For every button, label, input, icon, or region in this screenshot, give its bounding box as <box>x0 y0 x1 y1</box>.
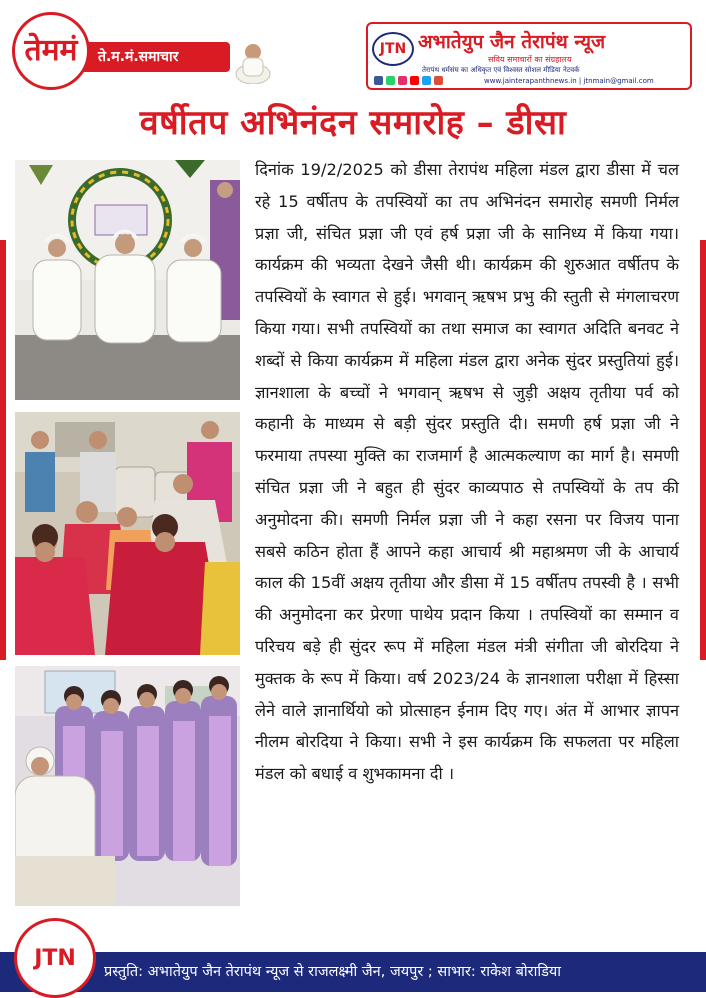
tmm-logo <box>12 12 90 90</box>
twitter-icon[interactable] <box>422 76 431 85</box>
social-icons <box>374 76 443 85</box>
event-photo-stage <box>15 160 240 400</box>
event-photo-group <box>15 666 240 906</box>
google-plus-icon[interactable] <box>434 76 443 85</box>
brand-contact[interactable]: www.jainterapanthnews.in | jtnmain@gmail.com <box>484 77 654 85</box>
youtube-icon[interactable] <box>410 76 419 85</box>
section-label: ते.म.मं.समाचार <box>98 49 179 65</box>
footer-jtn-logo <box>14 918 96 998</box>
whatsapp-icon[interactable] <box>386 76 395 85</box>
brand-title: अभातेयुप जैन तेरापंथ न्यूज <box>418 31 606 53</box>
left-accent-bar <box>0 240 6 660</box>
brand-description: तेरापंथ धर्मसंघ का अधिकृत एवं विश्वस्त सोशल मीडिया नेटवर्क <box>422 66 580 74</box>
brand-tagline: सविय समाचारों का संग्रहालय <box>488 55 572 64</box>
jtn-brand-box <box>366 22 692 90</box>
article-body: दिनांक 19/2/2025 को डीसा तेरापंथ महिला मंडल द्वारा डीसा में चल रहे 15 वर्षीतप के तपस्वियों का तप अभिनंदन समारोह समणी निर्मल प्रज्ञा जी, संचित प्रज्ञा जी एवं हर्ष प्रज्ञा जी के सानिध्य में किया गया। कार्यक्रम की भव्यता देखने जैसी थी। कार्यक्रम की शुरुआत वर्षीतप के तपस्वियों के स्वागत से हुई। भगवान् ऋषभ प्रभु की स्तुती से मंगलाचरण किया गया। सभी तपस्वियों का तथा समाज का स्वागत अदिति बनवट ने शब्दों से किया कार्यक्रम में महिला मंडल द्वारा अनेक सुंदर प्रस्तुतियां हुई। ज्ञानशाला के बच्चों ने भगवान् ऋषभ से जुड़ी अक्षय तृतीया पर्व को कहानी के माध्यम से बड़ी सुंदर प्रस्तुति दी। समणी हर्ष प्रज्ञा जी ने फरमाया तपस्या मुक्ति का राजमार्ग है आत्मकल्याण का मार्ग है। समणी संचित प्रज्ञा जी ने बहुत ही सुंदर काव्यपाठ से तपस्वियों के तप की अनुमोदना की। समणी निर्मल प्रज्ञा जी ने कहा रसना पर विजय पाना सबसे कठिन होता हैं आपने कहा आचार्य श्री महाश्रमण जी के आचार्य काल की 15वीं अक्षय तृतीया और डीसा में 15 वर्षीतप तपस्वी है । सभी की अनुमोदना कर प्रेरणा पाथेय प्रदान किया । तपस्वियों का सम्मान व परिचय बड़े ही सुंदर रूप में महिला मंडल मंत्री संगीता जी बोरदिया ने मुक्तक के रूप में किया। वर्ष 2023/24 के ज्ञानशाला परीक्षा में हिस्सा लेने वाले ज्ञानार्थियो को प्रोत्साहन ईनाम दिए गए। अंत में आभार ज्ञापन नीलम बोरदिया ने किया। सभी ने इस कार्यक्रम कि सफलता पर महिला मंडल को बधाई व शुभकामना दी । <box>255 160 679 784</box>
masthead <box>0 0 706 92</box>
guru-portrait-icon <box>230 36 276 84</box>
facebook-icon[interactable] <box>374 76 383 85</box>
jtn-logo: JTN <box>372 32 414 66</box>
footer-logo-text: JTN <box>34 945 76 971</box>
logo-mark: तेममं <box>24 33 78 68</box>
instagram-icon[interactable] <box>398 76 407 85</box>
event-photo-audience <box>15 412 240 655</box>
right-accent-bar <box>700 240 706 660</box>
page-title: वर्षीतप अभिनंदन समारोह – डीसा <box>139 103 567 143</box>
footer-credit: प्रस्तुति: अभातेयुप जैन तेरापंथ न्यूज से राजलक्ष्मी जैन, जयपुर ; साभार: राकेश बोराडिया <box>104 964 562 980</box>
